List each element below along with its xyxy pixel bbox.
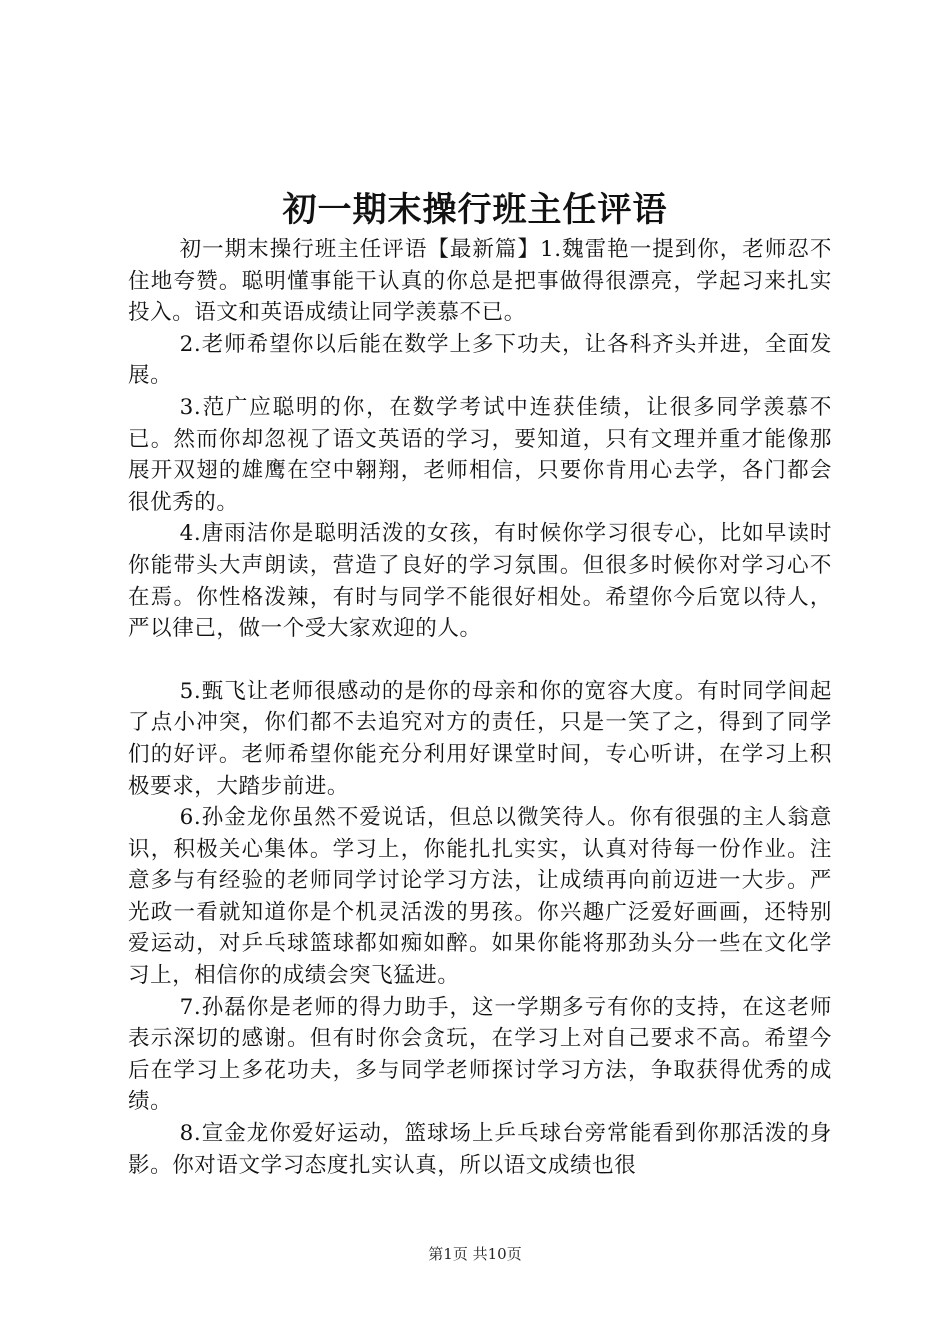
paragraph-6: 6.孙金龙你虽然不爱说话，但总以微笑待人。你有很强的主人翁意识，积极关心集体。学习上，你能扎扎实实，认真对待每一份作业。注意多与有经验的老师同学讨论学习方法，让成绩再向前迈进一大步。严光政一看就知道你是个机灵活泼的男孩。你兴趣广泛爱好画画，还特别爱运动，对乒乓球篮球都如痴如醉。如果你能将那劲头分一些在文化学习上，相信你的成绩会突飞猛进。 (128, 805, 832, 989)
paragraph-2: 2.老师希望你以后能在数学上多下功夫，让各科齐头并进，全面发展。 (128, 331, 832, 389)
paragraph-7: 7.孙磊你是老师的得力助手，这一学期多亏有你的支持，在这老师表示深切的感谢。但有时你会贪玩，在学习上对自己要求不高。希望今后在学习上多花功夫，多与同学老师探讨学习方法，争取获得优秀的成绩。 (128, 994, 832, 1115)
paragraph-8: 8.宣金龙你爱好运动，篮球场上乒乓球台旁常能看到你那活泼的身影。你对语文学习态度扎实认真，所以语文成绩也很 (128, 1121, 832, 1178)
page-footer: 第1页 共10页 (428, 1245, 522, 1263)
document-body (128, 234, 832, 1181)
paragraph-intro: 初一期末操行班主任评语【最新篇】1.魏雷艳一提到你，老师忍不住地夸赞。聪明懂事能干认真的你总是把事做得很漂亮，学起习来扎实投入。语文和英语成绩让同学羡慕不已。 (128, 237, 832, 326)
paragraph-4: 4.唐雨洁你是聪明活泼的女孩，有时候你学习很专心，比如早读时你能带头大声朗读，营造了良好的学习氛围。但很多时候你对学习心不在焉。你性格泼辣，有时与同学不能很好相处。希望你今后宽以待人，严以律己，做一个受大家欢迎的人。 (128, 521, 832, 642)
document-title: 初一期末操行班主任评语 (282, 190, 668, 230)
paragraph-3: 3.范广应聪明的你，在数学考试中连获佳绩，让很多同学羡慕不已。然而你却忽视了语文英语的学习，要知道，只有文理并重才能像那展开双翅的雄鹰在空中翱翔，老师相信，只要你肯用心去学，各门都会很优秀的。 (128, 394, 832, 515)
paragraph-5: 5.甄飞让老师很感动的是你的母亲和你的宽容大度。有时同学间起了点小冲突，你们都不去追究对方的责任，只是一笑了之，得到了同学们的好评。老师希望你能充分利用好课堂时间，专心听讲，在学习上积极要求，大踏步前进。 (128, 678, 832, 799)
